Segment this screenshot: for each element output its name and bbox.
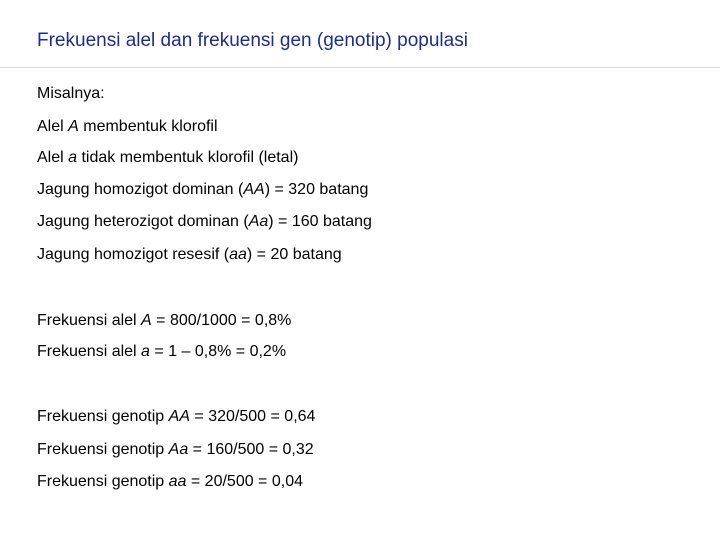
line-symbol: a: [141, 343, 150, 360]
line-symbol: aa: [229, 246, 247, 263]
line-suffix: = 20/500 = 0,04: [186, 473, 303, 490]
allele-A-line: [37, 117, 218, 137]
line-suffix: membentuk klorofil: [78, 118, 218, 135]
line-prefix: Frekuensi genotip: [37, 408, 169, 425]
line-prefix: Frekuensi alel: [37, 312, 142, 329]
line-prefix: Frekuensi genotip: [37, 441, 169, 458]
line-suffix: tidak membentuk klorofil (letal): [77, 149, 299, 166]
line-symbol: a: [68, 149, 78, 166]
line-symbol: A: [68, 118, 79, 135]
intro-text: Misalnya:: [37, 85, 105, 102]
line-suffix: ) = 160 batang: [268, 213, 372, 230]
line-symbol: Aa: [248, 213, 269, 230]
line-suffix: ) = 320 batang: [264, 181, 369, 198]
line-symbol: AA: [243, 181, 265, 198]
line-prefix: Jagung homozigot resesif (: [37, 246, 230, 263]
line-symbol: aa: [168, 473, 187, 490]
genotype-AA-frequency-line: [37, 407, 315, 427]
title-divider: [0, 67, 720, 68]
line-prefix: Alel: [37, 118, 69, 135]
line-prefix: Frekuensi genotip: [37, 473, 169, 490]
genotype-Aa-frequency-line: [37, 440, 314, 460]
line-symbol: A: [141, 312, 152, 329]
line-suffix: = 800/1000 = 0,8%: [151, 312, 292, 329]
line-suffix: ) = 20 batang: [246, 246, 342, 263]
line-suffix: = 320/500 = 0,64: [189, 408, 316, 425]
line-symbol: Aa: [168, 441, 189, 458]
line-suffix: = 1 – 0,8% = 0,2%: [149, 343, 287, 360]
allele-a-line: [37, 148, 298, 168]
line-suffix: = 160/500 = 0,32: [188, 441, 314, 458]
homozygous-recessive-line: [37, 245, 342, 265]
homozygous-dominant-line: [37, 180, 368, 200]
heterozygous-dominant-line: [37, 212, 372, 232]
line-symbol: AA: [168, 408, 190, 425]
line-prefix: Jagung homozigot dominan (: [37, 181, 244, 198]
slide-title: Frekuensi alel dan frekuensi gen (genotip) populasi: [37, 30, 468, 51]
genotype-aa-frequency-line: [37, 472, 303, 492]
line-prefix: Alel: [37, 149, 69, 166]
allele-A-frequency-line: [37, 311, 291, 331]
line-prefix: Frekuensi alel: [37, 343, 142, 360]
line-prefix: Jagung heterozigot dominan (: [37, 213, 249, 230]
intro-line: [37, 84, 105, 104]
allele-a-frequency-line: [37, 342, 286, 362]
